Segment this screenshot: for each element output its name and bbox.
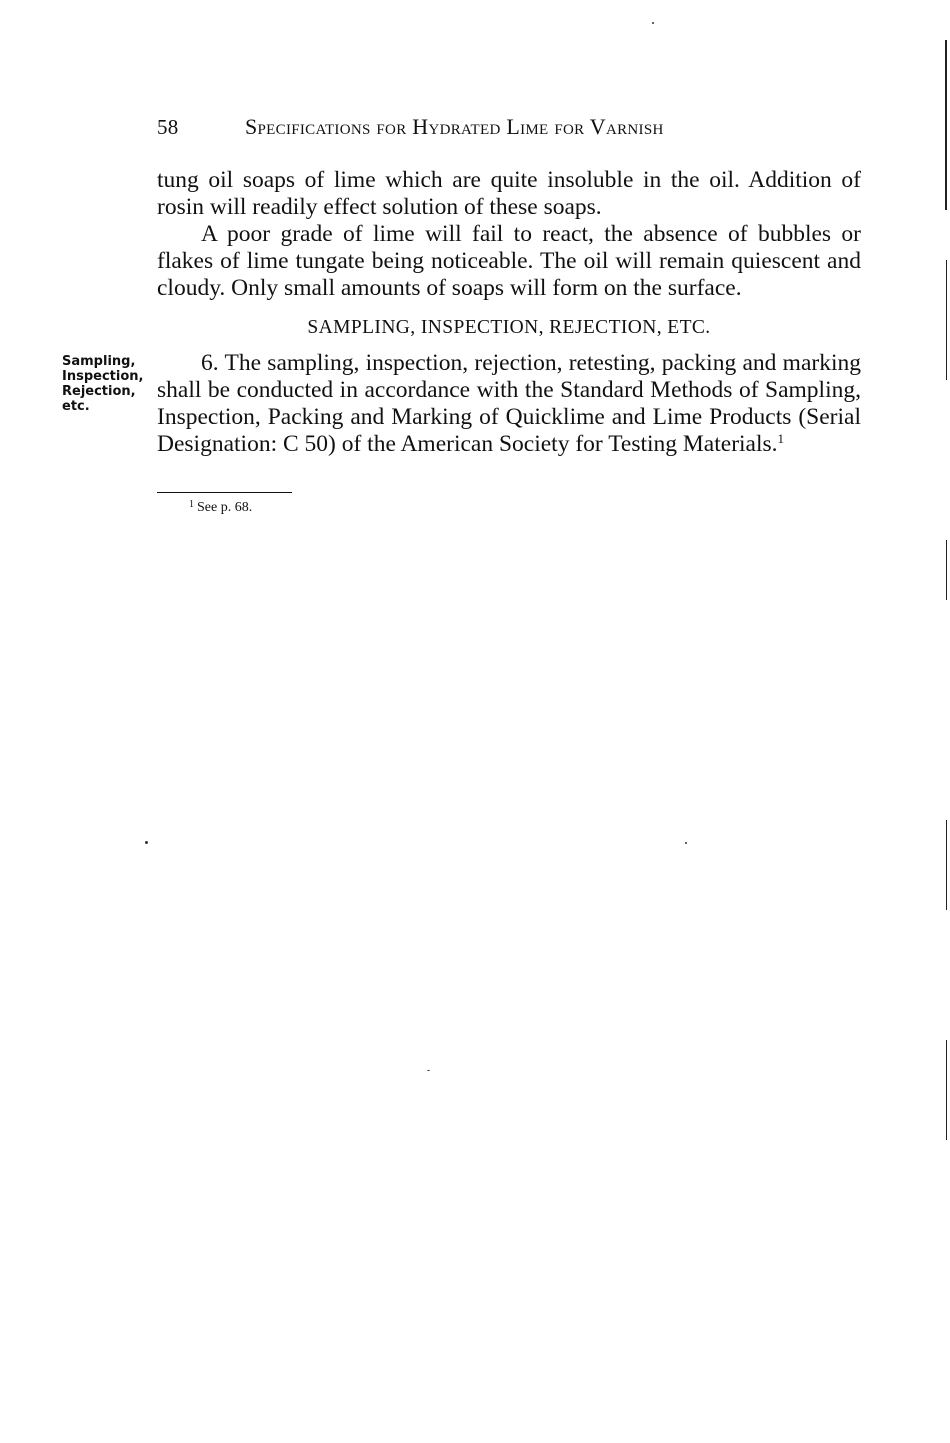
running-title: Specifications for Hydrated Lime for Varnish bbox=[245, 114, 664, 139]
sidenote-line: Sampling, bbox=[62, 354, 136, 369]
running-header bbox=[157, 114, 861, 140]
footnote bbox=[189, 500, 252, 516]
scan-speck bbox=[652, 22, 654, 24]
sidenote-line: Inspection, bbox=[62, 369, 144, 384]
sidenote-line: etc. bbox=[62, 399, 90, 414]
footnote-marker: 1 bbox=[189, 499, 194, 510]
footnote-reference: 1 bbox=[777, 431, 785, 446]
scan-edge-line bbox=[946, 820, 947, 910]
paragraph bbox=[157, 350, 861, 458]
scan-edge-line bbox=[946, 540, 947, 600]
paragraph-text: 6. The sampling, inspection, rejection, retesting, packing and marking shall be conducted in accordance with the Standard Methods of Sampling, Inspection, Packing and Marking of Quicklime and Lime Products (Serial Designation: C 50) of the American Society for Testing Materials. bbox=[157, 350, 861, 457]
paragraph: A poor grade of lime will fail to react, the absence of bubbles or flakes of lime tungate being noticeable. The oil will remain quiescent and cloudy. Only small amounts of soaps will form on the surface. bbox=[157, 221, 861, 301]
footnote-text: See p. 68. bbox=[197, 500, 253, 515]
section-heading: SAMPLING, INSPECTION, REJECTION, ETC. bbox=[307, 317, 711, 338]
scan-edge-line bbox=[946, 260, 947, 380]
sidenote-line: Rejection, bbox=[62, 384, 136, 399]
scan-edge-line bbox=[945, 40, 947, 210]
paragraph: tung oil soaps of lime which are quite insoluble in the oil. Addition of rosin will readily effect solution of these soaps. bbox=[157, 167, 861, 220]
scan-speck bbox=[145, 841, 148, 844]
page-number: 58 bbox=[157, 115, 179, 139]
scan-edge-line bbox=[946, 1040, 947, 1140]
scan-speck bbox=[427, 1070, 430, 1071]
footnote-rule bbox=[157, 492, 292, 493]
scan-speck bbox=[685, 842, 687, 844]
margin-sidenote bbox=[62, 354, 157, 414]
